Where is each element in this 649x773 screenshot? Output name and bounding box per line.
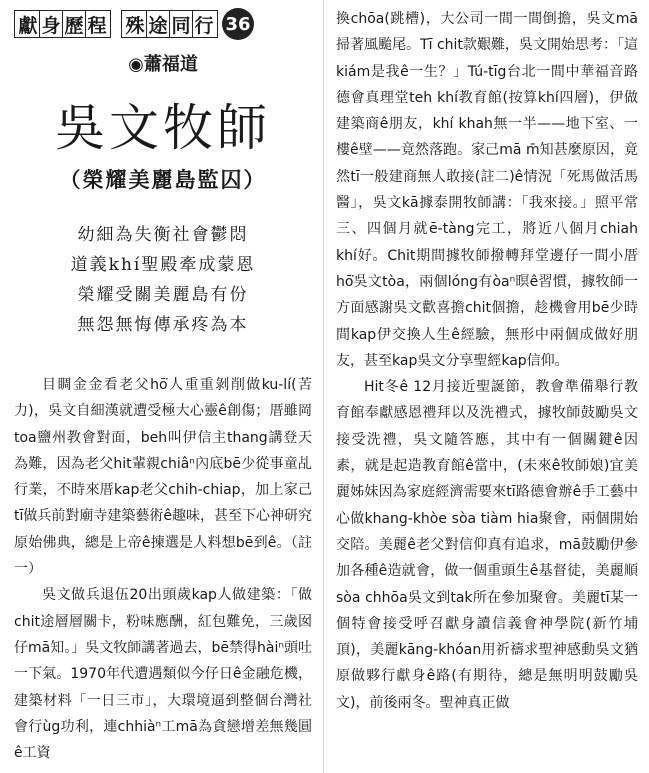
right-column <box>336 6 638 716</box>
poem-line: 榮耀受關美麗島有份 <box>77 285 249 305</box>
author-byline: ◉蕭福道 <box>128 54 198 75</box>
left-column <box>14 8 312 766</box>
left-body <box>14 372 312 766</box>
column-divider <box>323 0 324 773</box>
paragraph: Hit冬ê 12月接近聖誕節，教會準備舉行教育館奉獻感恩禮拜以及洗禮式，據牧師鼓勵吳文接受洗禮，吳文隨答應，其中有一個關鍵ê因素，就是起造教育館ê當中，(未來ê牧師娘)宜美麗姊妹因為家庭經濟需要來tī路德會辦ê手工藝中心做khang-khòe sòa tiàm hia聚會，兩個開始交陪。美麗ê老父對信仰真有追求，mā鼓勵伊參加各種ê造就會，做一個重頭生ê基督徒，美麗順sòa chhōa吳文到tak所在參加聚會。美麗tī某一個特會接受呼召獻身讀信義會神學院(新竹埔頂)，美麗kāng-khóan用祈禱求聖神感動吳文猶原做夥行獻身ê路(有期待，總是無明明鼓勵吳文)，前後兩冬。聖神真正做 <box>336 379 638 711</box>
poem <box>14 220 312 340</box>
series-number-badge: 36 <box>222 8 254 40</box>
series-label-part2: 殊 途 同 行 <box>121 10 218 38</box>
paragraph: 吳文做兵退伍20出頭歲kap人做建築：「做chit途層層關卡，粉味應酬，紅包難免，三歲囡仔mā知。」吳文牧師講著過去，bē禁得hàiⁿ頭吐一下氣。1970年代遭遇類似今仔日ê金融危機，建築材料「一日三市」，大環境逼到整個台灣社會行ùg功利，連chhiàⁿ工mā為貪戀增差無幾圓ê工資 <box>14 587 312 762</box>
article-subtitle: （榮耀美麗島監囚） <box>59 168 267 192</box>
series-label-part1: 獻 身 歷 程 <box>14 10 111 38</box>
poem-line: 道義khí聖殿牽成蒙恩 <box>70 255 256 275</box>
series-header <box>14 8 312 40</box>
article-title: 吳文牧師 <box>55 99 271 157</box>
paragraph: 目睭金金看老父hō͘人重重剝削做ku-lí(苦力)，吳文自細漢就遭受極大心靈ê創傷；厝雖岡toa鹽州教會對面，beh叫伊信主thang講登天為難，因為老父hit輩親chiâⁿ內底bē少從事童乩行業，不時來厝kap老父chih-chiap，加上家己tī做兵前對廟寺建築藝術ê趣味，甚至下心神研究原始佛典，總是上帝ê揀選是人料想bē到ê。（註一） <box>14 377 312 578</box>
paragraph: 換chōa(跳槽)，大公司一間一間倒擔，吳文mā掃著風颱尾。Tī chit款艱難，吳文開始思考：「這kiám是我ê一生？」Tú-tīg台北一間中華福音路德會真理堂teh khí教育館(按算khí四層)，伊做建築商ê朋友，khí khah無一半——地下室、一樓ê壁——竟然落跑。家己mā m̄知甚麼原因，竟然tī一般建商無人敢接(註二)ê情況「死馬做活馬醫」，吳文kā據泰開牧師講：「我來接。」照平常三、四個月就ē-tàng完工，將近八個月chiah khí好。Chit期間據牧師撥轉拜堂邊仔一間小厝hō͘吳文tòa，兩個lóng有òaⁿ暝ê習慣，據牧師一方面感謝吳文歡喜擔chit個擔，趁機會用bē少時間kap伊交換人生ê經驗，無形中兩個成做好朋友，甚至kap吳文分享聖經kap信仰。 <box>336 11 638 369</box>
poem-line: 無怨無悔傳承疼為本 <box>77 315 249 335</box>
poem-line: 幼細為失衡社會鬱悶 <box>77 225 249 245</box>
